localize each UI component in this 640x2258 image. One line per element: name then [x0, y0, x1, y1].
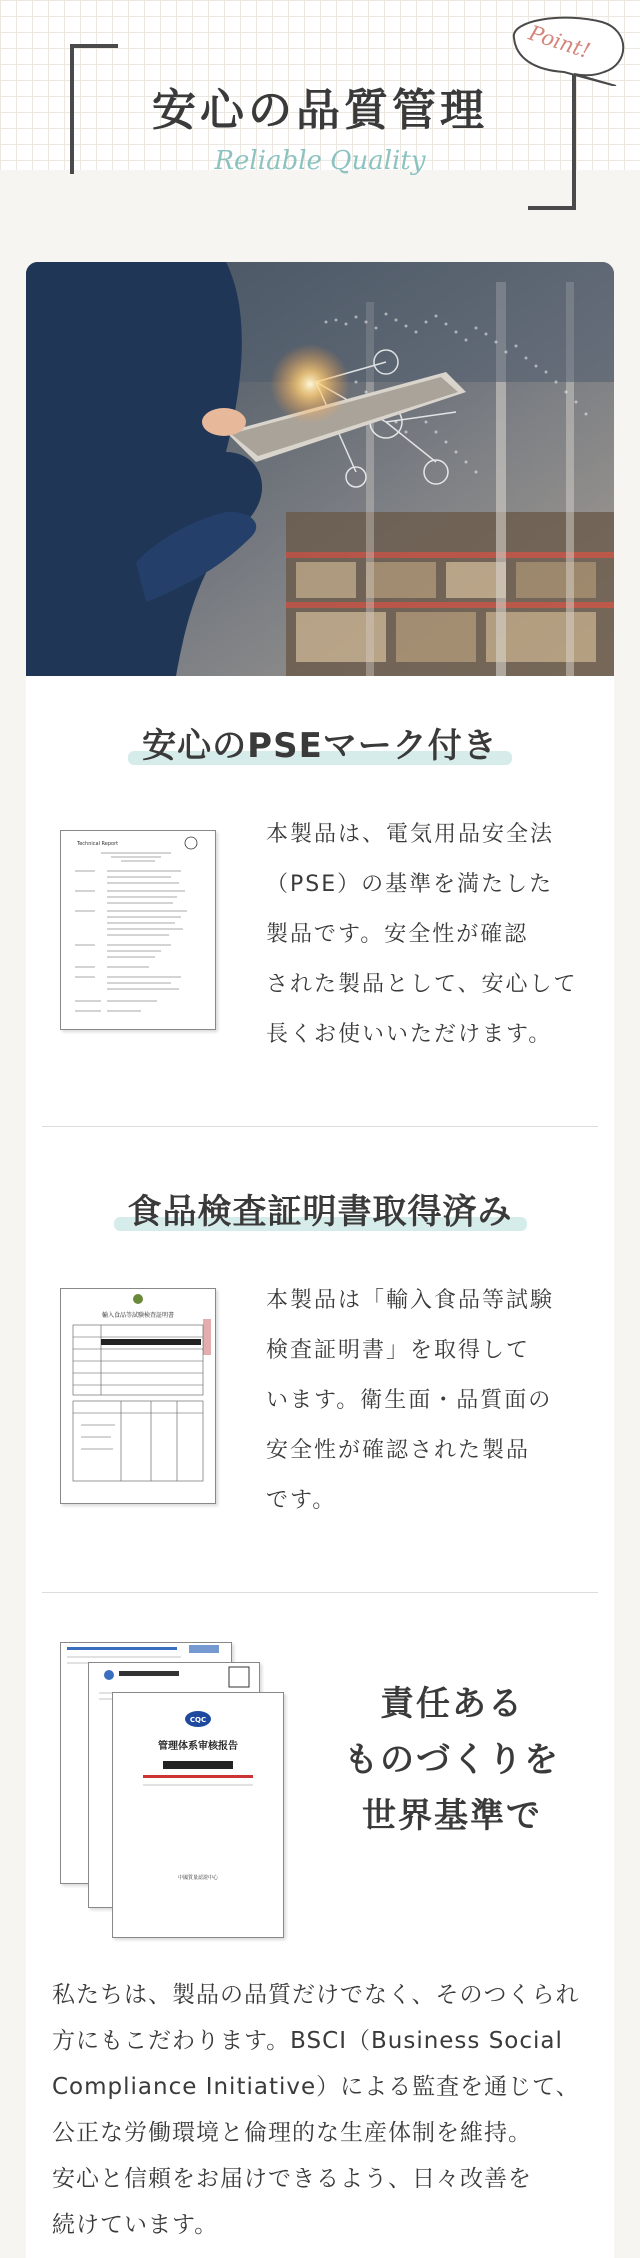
audit-doc-title: 管理体系审核报告 — [158, 1741, 238, 1752]
point-badge-label: Point! — [525, 20, 594, 64]
pse-doc-title: Technical Report — [77, 841, 119, 847]
food-doc-title: 輸入食品等試験検査証明書 — [101, 1312, 175, 1319]
page-subtitle: Reliable Quality — [214, 146, 426, 176]
responsibility-heading: 責任ある ものづくりを 世界基準で — [322, 1676, 582, 1844]
pse-description: 本製品は、電気用品安全法 （PSE）の基準を満たした 製品です。安全性が確認 された製品として、安心して 長くお使いいただけます。 — [266, 822, 578, 1047]
audit-doc-footer: 中國質量認證中心 — [177, 1875, 219, 1881]
responsibility-description: 私たちは、製品の品質だけでなく、そのつくられ 方にもこだわります。BSCI（Business Social Compliance Initiative）による監査を通じて、 公正な労働環境と倫理的な生産体制を維持。 安心と信頼をお届けできるよう、日々改善を 続けています。 — [52, 1982, 580, 2238]
hero-warehouse-image — [26, 262, 614, 676]
food-certificate-image — [60, 1288, 216, 1504]
content-card — [26, 262, 614, 2258]
section-divider — [42, 1592, 598, 1593]
cqc-logo: CQC — [189, 1716, 207, 1724]
food-description: 本製品は「輸入食品等試験 検査証明書」を取得して います。衛生面・品質面の 安全性が確認された製品 です。 — [266, 1288, 555, 1513]
food-inspection-heading: 食品検査証明書取得済み — [26, 1184, 614, 1233]
pse-heading: 安心のPSEマーク付き — [26, 718, 614, 767]
page-title: 安心の品質管理 — [152, 85, 488, 136]
pse-certificate-image — [60, 830, 216, 1030]
section-divider — [42, 1126, 598, 1127]
audit-report-front-image — [112, 1692, 284, 1938]
